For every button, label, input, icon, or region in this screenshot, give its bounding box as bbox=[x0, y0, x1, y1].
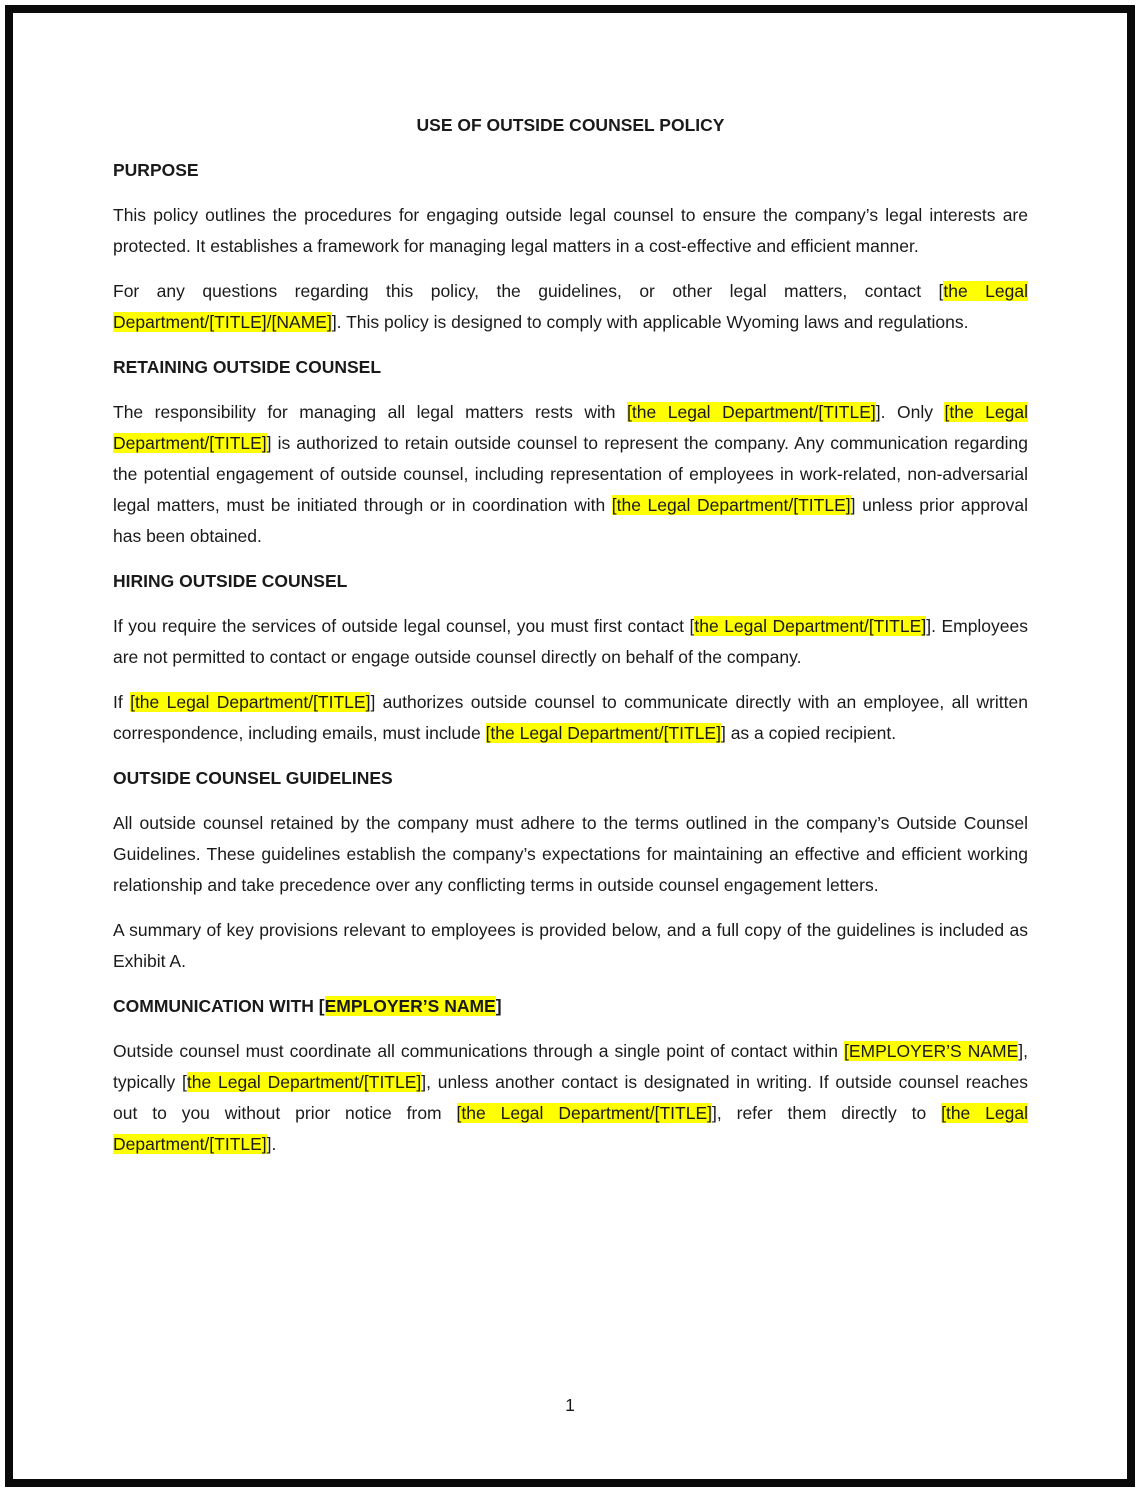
text-run: ] is authorized to retain outside counsel to represent the company. Any communication regarding the potential engagement of outside counsel, including representation of employees in work-related, non-adversarial legal matters, must be initiated through or in coordination with bbox=[113, 433, 1028, 515]
paragraph bbox=[113, 276, 1028, 338]
text-run: For any questions regarding this policy, the guidelines, or other legal matters, contact [ bbox=[113, 281, 944, 301]
highlighted-placeholder: the Legal Department/[TITLE] bbox=[694, 616, 927, 636]
highlighted-placeholder: [EMPLOYER’S NAME bbox=[844, 1041, 1019, 1061]
highlighted-placeholder: [the Legal Department/[TITLE] bbox=[627, 402, 876, 422]
text-run: ] authorizes outside counsel to communicate directly with an employee, all written correspondence, including emails, must include bbox=[113, 692, 1028, 743]
text-run: PURPOSE bbox=[113, 160, 199, 180]
highlighted-placeholder: [the Legal Department/[TITLE] bbox=[485, 723, 721, 743]
highlighted-placeholder: [the Legal Department/[TITLE] bbox=[113, 402, 1029, 453]
document-content bbox=[113, 13, 1028, 1174]
highlighted-placeholder: EMPLOYER’S NAME bbox=[324, 996, 496, 1016]
text-run: ] as a copied recipient. bbox=[720, 723, 897, 743]
text-run: ]. bbox=[266, 1134, 277, 1154]
highlighted-placeholder: the Legal Department/[TITLE]/[NAME] bbox=[113, 281, 1028, 332]
section-heading-outside-counsel-guidelines bbox=[113, 763, 1028, 794]
paragraph bbox=[113, 915, 1028, 977]
page-number: 1 bbox=[565, 1395, 575, 1415]
highlighted-placeholder: [the Legal Department/[TITLE] bbox=[130, 692, 371, 712]
section-heading-communication-with bbox=[113, 991, 1028, 1022]
text-run: ] bbox=[495, 996, 502, 1016]
paragraph bbox=[113, 1036, 1028, 1160]
text-run: If bbox=[113, 692, 131, 712]
text-run: A summary of key provisions relevant to employees is provided below, and a full copy of the guidelines is included as Exhibit A. bbox=[113, 920, 1028, 971]
paragraph bbox=[113, 687, 1028, 749]
text-run: This policy outlines the procedures for engaging outside legal counsel to ensure the company’s legal interests are protected. It establishes a framework for managing legal matters in a cost-effective and efficient manner. bbox=[113, 205, 1028, 256]
text-run: ], refer them directly to bbox=[712, 1103, 942, 1123]
text-run: ]. This policy is designed to comply with applicable Wyoming laws and regulations. bbox=[331, 312, 969, 332]
text-run: ], typically [ bbox=[113, 1041, 1028, 1092]
highlighted-placeholder: [the Legal Department/[TITLE] bbox=[456, 1103, 712, 1123]
text-run: Outside counsel must coordinate all communications through a single point of contact within bbox=[113, 1041, 844, 1061]
text-run: All outside counsel retained by the company must adhere to the terms outlined in the company’s Outside Counsel Guidelines. These guidelines establish the company’s expectations for maintaining an effective and efficient working relationship and take precedence over any conflicting terms in outside counsel engagement letters. bbox=[113, 813, 1028, 895]
text-run: ] unless prior approval has been obtained. bbox=[113, 495, 1028, 546]
text-run: ]. Only bbox=[875, 402, 945, 422]
paragraph bbox=[113, 397, 1028, 552]
section-heading-purpose bbox=[113, 155, 1028, 186]
text-run: ]. Employees are not permitted to contact or engage outside counsel directly on behalf of the company. bbox=[113, 616, 1029, 667]
text-run: The responsibility for managing all legal matters rests with bbox=[113, 402, 628, 422]
paragraph bbox=[113, 808, 1028, 901]
text-run: HIRING OUTSIDE COUNSEL bbox=[113, 571, 348, 591]
text-run: RETAINING OUTSIDE COUNSEL bbox=[113, 357, 382, 377]
section-heading-hiring-outside-counsel bbox=[113, 566, 1028, 597]
paragraph bbox=[113, 611, 1028, 673]
highlighted-placeholder: [the Legal Department/[TITLE] bbox=[611, 495, 851, 515]
text-run: ], unless another contact is designated in writing. If outside counsel reaches out to you without prior notice from bbox=[113, 1072, 1028, 1123]
section-heading-retaining-outside-counsel bbox=[113, 352, 1028, 383]
text-run: COMMUNICATION WITH [ bbox=[113, 996, 325, 1016]
text-run: USE OF OUTSIDE COUNSEL POLICY bbox=[416, 115, 725, 135]
highlighted-placeholder: [the Legal Department/[TITLE] bbox=[113, 1103, 1028, 1154]
text-run: If you require the services of outside legal counsel, you must first contact [ bbox=[113, 616, 695, 636]
text-run: OUTSIDE COUNSEL GUIDELINES bbox=[113, 768, 393, 788]
paragraph bbox=[113, 200, 1028, 262]
document-title bbox=[113, 110, 1028, 141]
highlighted-placeholder: the Legal Department/[TITLE] bbox=[186, 1072, 422, 1092]
